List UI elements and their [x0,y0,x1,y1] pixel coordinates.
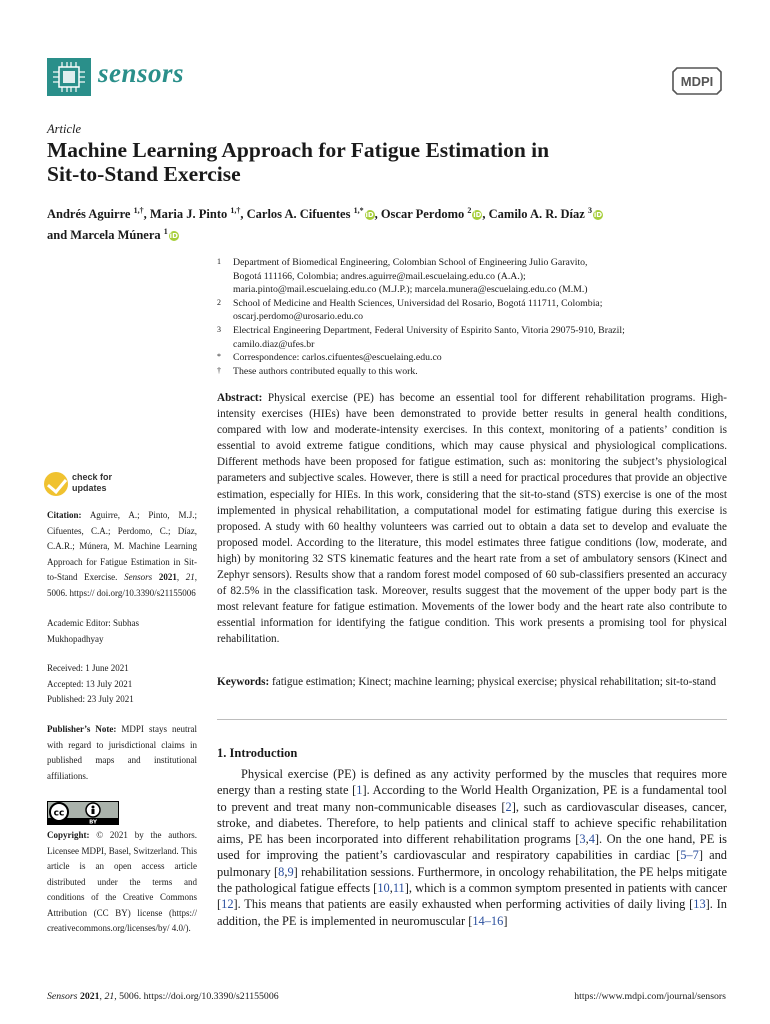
mdpi-logo[interactable] [671,66,723,96]
publisher-name: MDPI [680,74,714,89]
reference-link[interactable]: 3 [579,832,586,847]
affiliation-item: 1 Department of Biomedical Engineering, Colombian School of Engineering Julio Garavito, Bogotá 111166, Colombia; andres.aguirre@mail.escuelaing.edu.co (A.A.); maria.pinto@mail.escuelaing.edu.co (M.J.P.); marcela.munera@escuelaing.edu.co (M.M.) [217,257,588,296]
publisher-note: Publisher’s Note: MDPI stays neutral with regard to jurisdictional claims in published maps and institutional affiliations. [47,724,197,781]
reference-link[interactable]: 9 [287,864,294,879]
author-name: Camilo A. R. Díaz [488,207,588,222]
author-name: Andrés Aguirre [47,207,134,222]
author-affiliation-mark: 2 [467,206,472,215]
author-affiliation-mark: 1,† [133,206,144,215]
author-affiliation-mark: 1,* [353,206,364,215]
affiliation-item: 2 School of Medicine and Health Sciences, Universidad del Rosario, Bogotá 111711, Colombia; oscarj.perdomo@urosario.edu.co [217,297,603,323]
abstract [217,390,727,648]
accepted-date: Accepted: 13 July 2021 [47,678,133,689]
affiliation-mark: † [217,365,221,375]
cc-by-license-icon[interactable] [47,801,119,825]
reference-link[interactable]: 12 [221,897,234,912]
affiliation-mark: 2 [217,297,221,307]
check-updates-icon [44,472,68,496]
sensor-chip-icon [47,58,91,96]
journal-name: sensors [98,58,185,88]
reference-link[interactable]: 10 [377,881,390,896]
orcid-icon[interactable]: iD [473,211,482,220]
author-list: Andrés Aguirre $^{1,\dagger}$, Maria J. Pinto $^{1,\dagger}$, Carlos A. Cifuentes $^{1,*}$iD, Oscar Perdomo $^2$iD, Camilo A. R. Díaz $^3$iD and Marcela Múnera $^1$iD [47,206,603,243]
footer-citation: Sensors 2021, 21, 5006. https://doi.org/10.3390/s21155006 [47,991,279,1002]
article-title: Machine Learning Approach for Fatigue Estimation in Sit-to-Stand Exercise [47,138,550,186]
published-date: Published: 23 July 2021 [47,694,134,704]
orcid-icon[interactable]: iD [365,211,374,220]
publication-dates [47,661,197,708]
author-affiliation-mark: 1,† [230,206,241,215]
affiliation-item: 3 Electrical Engineering Department, Federal University of Espirito Santo, Vitoria 29075-910, Brazil; camilo.diaz@ufes.br [217,324,625,350]
introduction-paragraph: Physical exercise (PE) is defined as any activity performed by the muscles that requires more energy than a resting state [1]. According to the World Health Organization, PE is a fundamental tool to prevent and treat many non-communicable diseases [2], such as cardiovascular diseases, cancer, stroke, and diabetes. Therefore, to help patients and clinical staff to achieve specific rehabilitation aims, PE has been incorporated into different rehabilitation programs [3,4]. On the one hand, PE is used for improving the patient’s cardiovascular and respiratory capabilities in cardiac [5–7] and pulmonary [8,9] rehabilitation sessions. Furthermore, in oncology rehabilitation, the PE helps mitigate the pathological fatigue effects [10,11], which is a common symptom presented in patients with cancer [12]. This means that patients are easily exhausted when performing activities of daily living [13]. In addition, the PE is implemented in neuromuscular [14–16] [217,767,728,928]
by-label: BY [89,819,97,825]
author-name: Oscar Perdomo [380,207,468,222]
keywords-text: fatigue estimation; Kinect; machine learning; physical exercise; physical rehabilitation; sit-to-stand [272,676,716,688]
citation: Citation: Aguirre, A.; Pinto, M.J.; Cifuentes, C.A.; Perdomo, C.; Díaz, C.A.R.; Múnera, M. Machine Learning Approach for Fatigue Estimation in Sit-to-Stand Exercise. Sensors 2021, 21, 5006. https:// doi.org/10.3390/s21155006 [47,510,197,598]
copyright-notice: Copyright: © 2021 by the authors. Licensee MDPI, Basel, Switzerland. This article is an open access article distributed under the terms and conditions of the Creative Commons Attribution (CC BY) license (https:// creativecommons.org/licenses/by/ 4.0/). [47,830,198,933]
section-divider [217,719,727,720]
affiliation-mark: 1 [217,257,221,266]
author-affiliation-mark: 3 [587,206,592,215]
reference-link[interactable]: 5–7 [680,848,699,863]
reference-link[interactable]: 13 [693,897,706,912]
abstract-label: Abstract: [217,392,263,404]
reference-link[interactable]: 2 [505,799,512,814]
section-heading: 1. Introduction [217,746,298,760]
author-name: Carlos A. Cifuentes [246,207,354,222]
affiliations [217,256,727,378]
received-date: Received: 1 June 2021 [47,663,129,673]
orcid-icon[interactable]: iD [169,232,178,241]
reference-link[interactable]: 1 [356,783,363,798]
reference-link[interactable]: 14–16 [472,913,504,928]
article-type: Article [47,122,82,136]
check-for-updates-button[interactable]: check for updates [44,470,154,500]
author-name: Marcela Múnera [70,228,164,243]
reference-link[interactable]: 4 [588,832,595,847]
orcid-icon[interactable]: iD [593,211,603,220]
keywords [217,674,727,690]
affiliation-mark: 3 [217,324,221,334]
author-name: Maria J. Pinto [149,207,231,222]
reference-link[interactable]: 8 [278,864,285,879]
cc-label: cc [53,808,65,819]
affiliation-item: * Correspondence: carlos.cifuentes@escuelaing.edu.co [217,352,442,364]
reference-link[interactable]: 11 [392,881,405,896]
keywords-label: Keywords: [217,676,270,688]
journal-url-link[interactable]: https://www.mdpi.com/journal/sensors [574,991,726,1002]
affiliation-item: † These authors contributed equally to this work. [217,365,418,377]
author-affiliation-mark: 1 [163,227,168,237]
affiliation-mark: * [217,352,221,362]
abstract-text: Physical exercise (PE) has become an essential tool for different rehabilitation programs. High-intensity exercises (HIEs) have been demonstrated to provide better results in general health conditions, compared with low and moderate-intensity exercises. In this context, monitoring of a patients’ condition is essential to avoid extreme fatigue conditions, which may cause physical and physiological complications. Different methods have been proposed for fatigue estimation, such as: monitoring the subject’s physiological parameters and subjective scales. However, there is still a need for practical procedures that provide an objective estimation, especially for HIEs. In this work, considering that the sit-to-stand (STS) exercise is one of the most implemented in physical rehabilitation, a computational model for estimating fatigue during this exercise is proposed. A study with 60 healthy volunteers was carried out to obtain a data set to develop and evaluate the proposed model. According to the literature, this model estimates three fatigue conditions (low, moderate, and high) by monitoring 32 STS kinematic features and the heart rate from a set of ambulatory sensors (Kinect and Zephyr sensors). Results show that a random forest model composed of 60 sub-classifiers presented an accuracy of 82.5% in the classification task. Moreover, results suggest that the movement of the upper body part is the most relevant feature for fatigue estimation. Movements of the lower body and the heart rate also contribute to essential information for identifying the fatigue condition. This work presents a promising tool for physical rehabilitation. [217,392,727,646]
academic-editor: Academic Editor: Subhas Mukhopadhyay [47,618,139,644]
